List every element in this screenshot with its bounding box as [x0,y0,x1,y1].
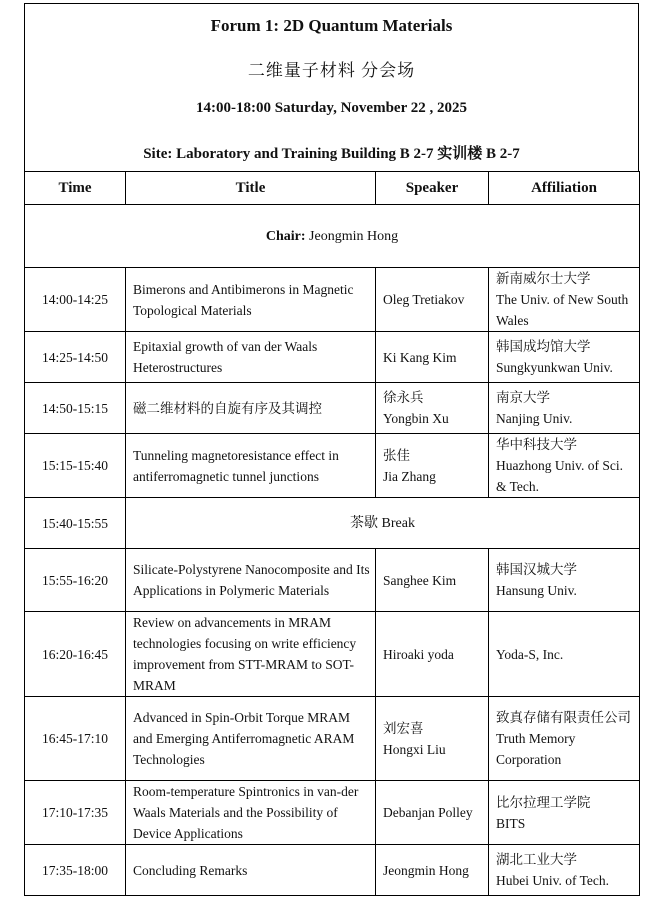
session-speaker [376,697,489,781]
table-row [25,697,640,781]
chair-label: Chair: [265,228,306,244]
speaker-name-cn: 刘宏喜 [383,720,424,736]
session-title: Review on advancements in MRAM technologies focusing on write efficiency improvement from STT-MRAM to SOT-MRAM [126,612,376,697]
col-speaker: Speaker [376,172,489,205]
session-speaker [376,434,489,498]
session-speaker [376,332,489,383]
table-row [25,549,640,612]
session-affiliation [489,845,640,896]
session-title: Epitaxial growth of van der Waals Heterostructures [126,332,376,383]
col-affiliation: Affiliation [489,172,640,205]
session-speaker [376,549,489,612]
session-speaker [376,383,489,434]
table-row [25,434,640,498]
forum-datetime: 14:00-18:00 Saturday, November 22 , 2025 [196,100,467,116]
table-row [25,332,640,383]
program-sheet [24,3,639,896]
affiliation-en: Nanjing Univ. [496,411,573,426]
session-title: Silicate-Polystyrene Nanocomposite and Its Applications in Polymeric Materials [126,549,376,612]
session-speaker [376,612,489,697]
session-title: Advanced in Spin-Orbit Torque MRAM and Emerging Antiferromagnetic ARAM Technologies [126,697,376,781]
session-time: 16:20-16:45 [25,612,126,697]
speaker-name: Jeongmin Hong [383,862,469,878]
chair-cell [25,205,640,268]
affiliation-cn: 华中科技大学 [496,437,577,452]
session-title: Bimerons and Antibimerons in Magnetic Topological Materials [126,268,376,332]
speaker-name: Debanjan Polley [383,805,473,820]
session-time: 15:15-15:40 [25,434,126,498]
affiliation-cn: 致真存储有限责任公司 [496,710,631,725]
speaker-name: Sanghee Kim [383,572,457,588]
affiliation-en: Huazhong Univ. of Sci. & Tech. [496,458,623,494]
session-title: Tunneling magnetoresistance effect in antiferromagnetic tunnel junctions [126,434,376,498]
chair-name: Jeongmin Hong [305,228,399,244]
table-row [25,612,640,697]
affiliation-en: Sungkyunkwan Univ. [496,360,613,375]
affiliation-cn: 南京大学 [496,390,550,405]
affiliation-en: Yoda-S, Inc. [496,646,564,662]
session-title: Concluding Remarks [126,845,376,896]
affiliation-en: Hansung Univ. [496,583,577,598]
session-affiliation [489,781,640,845]
table-row [25,383,640,434]
speaker-name-cn: 张佳 [383,447,410,463]
speaker-name: Oleg Tretiakov [383,292,465,307]
break-label: 茶歇 Break [126,498,640,549]
session-affiliation [489,549,640,612]
forum-site: Site: Laboratory and Training Building B 2-7 实训楼 B 2-7 [143,146,520,162]
session-affiliation [489,697,640,781]
table-row [25,781,640,845]
session-affiliation [489,268,640,332]
table-row [25,268,640,332]
session-affiliation [489,383,640,434]
session-affiliation [489,434,640,498]
speaker-name: Hongxi Liu [383,741,446,757]
speaker-name: Yongbin Xu [383,411,449,426]
speaker-name: Jia Zhang [383,468,436,484]
affiliation-cn: 湖北工业大学 [496,852,577,867]
affiliation-en: Hubei Univ. of Tech. [496,873,610,888]
affiliation-en: BITS [496,815,526,831]
session-speaker [376,845,489,896]
session-time: 14:25-14:50 [25,332,126,383]
break-row [25,498,640,549]
col-title: Title [126,172,376,205]
session-time: 16:45-17:10 [25,697,126,781]
session-time: 14:00-14:25 [25,268,126,332]
table-header-row [25,172,640,205]
affiliation-en: The Univ. of New South Wales [496,292,629,328]
speaker-name-cn: 徐永兵 [383,390,424,405]
schedule-table [24,171,640,896]
session-time: 17:10-17:35 [25,781,126,845]
session-affiliation [489,332,640,383]
affiliation-cn: 比尔拉理工学院 [496,794,591,810]
forum-subtitle-cn: 二维量子材料 分会场 [247,61,416,80]
session-time: 17:35-18:00 [25,845,126,896]
session-speaker [376,268,489,332]
session-affiliation [489,612,640,697]
session-title: 磁二维材料的自旋有序及其调控 [126,383,376,434]
col-time: Time [25,172,126,205]
session-time: 14:50-15:15 [25,383,126,434]
table-row [25,845,640,896]
speaker-name: Hiroaki yoda [383,646,454,662]
forum-title: Forum 1: 2D Quantum Materials [210,16,453,35]
break-time: 15:40-15:55 [25,498,126,549]
affiliation-en: Truth Memory Corporation [496,731,576,767]
chair-row [25,205,640,268]
affiliation-cn: 新南威尔士大学 [496,271,591,286]
session-speaker [376,781,489,845]
affiliation-cn: 韩国汉城大学 [496,562,577,577]
forum-header [24,3,639,171]
affiliation-cn: 韩国成均馆大学 [496,339,591,354]
speaker-name: Ki Kang Kim [383,349,457,365]
session-title: Room-temperature Spintronics in van-der Waals Materials and the Possibility of Device Applications [126,781,376,845]
session-time: 15:55-16:20 [25,549,126,612]
